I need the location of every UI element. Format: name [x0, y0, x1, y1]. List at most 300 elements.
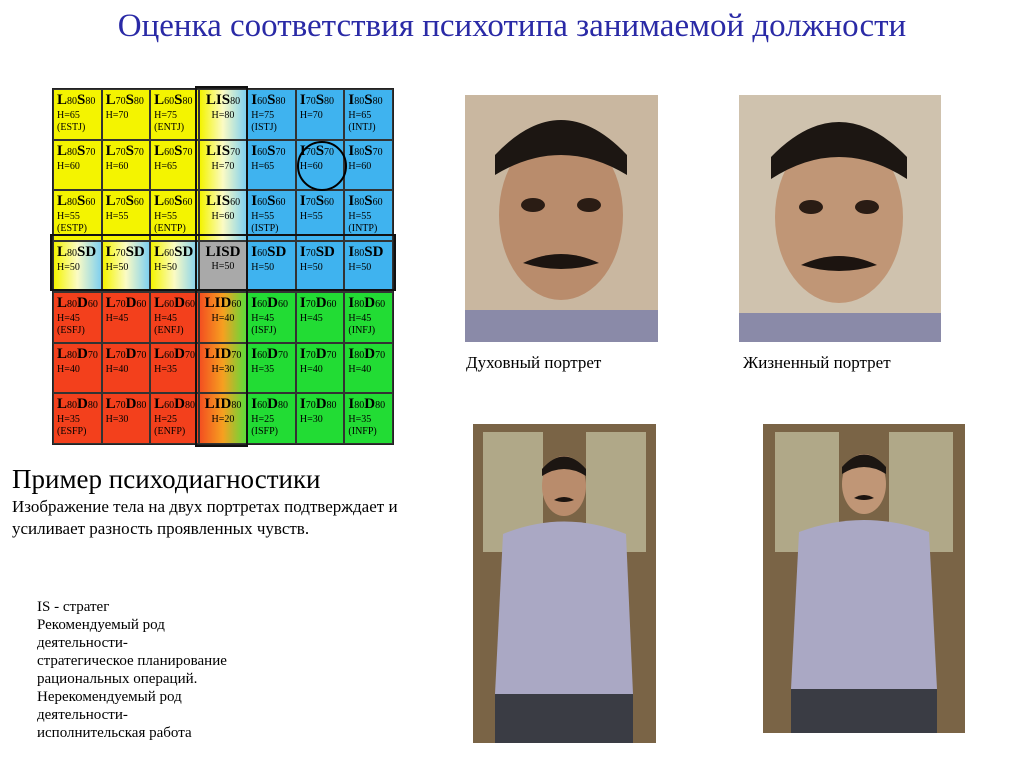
cell-h-value: H=45 [57, 312, 80, 324]
cell-code [154, 346, 195, 364]
cell-code-part: D [125, 345, 137, 362]
cell-code-part: LID [204, 294, 232, 311]
description-paragraph: Изображение тела на двух портретах подтверждает и усиливает разность проявленных чувств. [12, 497, 398, 538]
cell-code [57, 244, 98, 262]
cell-code-part: S [315, 92, 325, 108]
cell-code-part: 70 [115, 146, 126, 158]
cell-code-part: SD [267, 244, 287, 261]
cell-code-part: 70 [277, 349, 288, 361]
cell-code [203, 346, 244, 364]
cell-h-value: H=70 [299, 110, 323, 121]
note-line: Рекомендуемый род [37, 617, 165, 633]
cell-code-part: I [251, 345, 258, 362]
grid-cell [53, 393, 102, 444]
cell-code-part: 80 [133, 96, 144, 107]
grid-cell [296, 190, 345, 241]
cell-code [203, 295, 244, 313]
cell-code-part: S [174, 92, 183, 108]
grid-cell [296, 393, 345, 444]
cell-code-part: L [105, 193, 116, 210]
cell-code-part: D [125, 396, 137, 413]
cell-code [300, 244, 341, 262]
cell-code-part: S [267, 142, 276, 159]
grid-cell [247, 393, 296, 444]
grid-cell [150, 241, 199, 292]
cell-code-part: I [251, 142, 258, 159]
cell-type: (ESFP) [57, 426, 87, 438]
cell-h-value: H=75 [251, 110, 275, 121]
cell-code-part: 60 [136, 298, 147, 310]
cell-type: (ISTP) [251, 223, 279, 235]
cell-code-part: 60 [257, 400, 268, 412]
cell-code-part: L [105, 244, 116, 261]
cell-code [57, 92, 98, 110]
cell-type: (INFJ) [348, 324, 376, 336]
cell-code-part: D [315, 345, 327, 362]
grid-cell [344, 292, 393, 343]
cell-code-part: I [299, 193, 306, 210]
cell-code-part: L [105, 92, 116, 108]
cell-code-part: 70 [182, 146, 193, 158]
grid-cell [199, 292, 248, 343]
cell-h-value: H=55 [154, 211, 178, 223]
cell-h-value: H=30 [105, 414, 129, 426]
cell-code-part: LID [204, 396, 232, 413]
cell-code-part: 80 [182, 96, 193, 107]
spiritual-portrait-caption: Духовный портрет [466, 353, 602, 372]
cell-code [57, 143, 98, 161]
cell-h-value: H=50 [348, 262, 372, 274]
cell-code-part: 80 [354, 400, 365, 412]
grid-cell [296, 343, 345, 394]
cell-code-part: D [315, 294, 327, 311]
cell-h-value: H=40 [105, 363, 129, 375]
cell-h-value: H=55 [299, 211, 323, 223]
cell-code-part: 80 [67, 248, 78, 260]
cell-code-part: 80 [354, 197, 365, 209]
cell-type: (ENFP) [154, 426, 186, 438]
grid-cell [150, 89, 199, 140]
cell-code-part: I [251, 244, 258, 261]
grid-cell [53, 292, 102, 343]
cell-code [154, 295, 195, 313]
cell-code-part: 60 [164, 146, 175, 158]
cell-h-value: H=45 [299, 312, 323, 324]
cell-code-part: I [251, 294, 258, 311]
cell-code-part: I [299, 142, 306, 159]
cell-code-part: 60 [275, 197, 286, 209]
cell-code [348, 295, 389, 313]
cell-code-part: 80 [67, 146, 78, 158]
cell-code-part: I [348, 193, 355, 210]
cell-code-part: 60 [257, 197, 268, 209]
grid-cell [344, 241, 393, 292]
cell-code-part: 70 [305, 197, 316, 209]
cell-code-part: SD [315, 244, 335, 261]
cell-code [251, 295, 292, 313]
cell-code-part: 70 [275, 146, 286, 158]
cell-h-value: H=20 [211, 414, 235, 426]
cell-code [251, 92, 292, 110]
cell-code-part: 80 [67, 197, 78, 209]
cell-code-part: 80 [354, 146, 365, 158]
cell-code-part: 80 [326, 400, 337, 412]
cell-h-value: H=55 [105, 211, 129, 223]
cell-type: (ENTP) [154, 223, 186, 235]
cell-code [348, 396, 389, 414]
cell-code [300, 193, 341, 211]
cell-code-part: LISD [205, 244, 241, 261]
cell-code-part: I [348, 142, 355, 159]
cell-code [251, 346, 292, 364]
cell-code [154, 193, 195, 211]
cell-code-part: 80 [375, 400, 386, 412]
cell-code [300, 143, 341, 161]
cell-code-part: 70 [231, 349, 242, 361]
cell-code-part: 80 [67, 298, 78, 310]
cell-type: (ISFP) [251, 426, 278, 438]
grid-cell [150, 190, 199, 241]
cell-type: (ESTP) [57, 223, 87, 235]
cell-code-part: L [154, 396, 165, 413]
cell-type: (ENFJ) [154, 324, 184, 336]
grid-cell [344, 343, 393, 394]
cell-code-part: 60 [326, 298, 337, 310]
cell-code-part: I [348, 294, 355, 311]
spiritual-body-image [473, 424, 656, 743]
cell-code-part: 70 [375, 349, 386, 361]
cell-code-part: 80 [372, 96, 383, 107]
cell-code-part: D [267, 396, 278, 413]
cell-h-value: H=30 [211, 363, 235, 375]
grid-cell [247, 89, 296, 140]
cell-code-part: 70 [115, 298, 126, 310]
cell-code-part: 60 [372, 197, 383, 209]
cell-code-part: L [105, 294, 116, 311]
cell-code [57, 193, 98, 211]
cell-code-part: L [154, 142, 165, 159]
cell-h-value: H=50 [211, 261, 235, 273]
cell-code [300, 295, 341, 313]
cell-code-part: L [154, 345, 165, 362]
cell-code-part: D [267, 294, 278, 311]
cell-code-part: 60 [182, 197, 193, 209]
cell-code-part: 70 [115, 197, 126, 209]
grid-cell [150, 292, 199, 343]
grid-cell [247, 343, 296, 394]
cell-code-part: S [125, 193, 134, 210]
section-heading: Пример психодиагностики [12, 464, 321, 494]
cell-code-part: 60 [257, 146, 268, 158]
cell-code-part: SD [174, 244, 194, 261]
cell-code-part: SD [77, 244, 97, 261]
grid-cell [53, 190, 102, 241]
note-line: стратегическое планирование [37, 653, 227, 669]
cell-code-part: 70 [87, 349, 98, 361]
cell-code [106, 244, 147, 262]
grid-cell [296, 89, 345, 140]
grid-cell [102, 393, 151, 444]
cell-code-part: L [105, 142, 116, 159]
cell-h-value: H=40 [348, 363, 372, 375]
cell-code-part: 80 [275, 96, 286, 107]
grid-cell [53, 241, 102, 292]
cell-code-part: 70 [136, 349, 147, 361]
cell-code-part: L [154, 92, 165, 108]
cell-code-part: 80 [354, 96, 365, 107]
cell-h-value: H=55 [348, 211, 372, 223]
cell-code [203, 193, 244, 211]
cell-code-part: L [154, 244, 165, 261]
cell-code [106, 396, 147, 414]
cell-code-part: 70 [305, 248, 316, 260]
cell-code [251, 193, 292, 211]
cell-code [251, 143, 292, 161]
cell-code-part: 70 [305, 298, 316, 310]
grid-cell [102, 343, 151, 394]
cell-code [57, 295, 98, 313]
cell-code-part: L [57, 345, 68, 362]
note-block [37, 598, 317, 742]
cell-h-value: H=40 [211, 312, 235, 324]
cell-code-part: LIS [205, 142, 231, 159]
cell-code-part: S [364, 193, 373, 210]
grid-cell [199, 393, 248, 444]
cell-code [348, 143, 389, 161]
cell-code-part: 80 [354, 349, 365, 361]
cell-code-part: I [251, 396, 258, 413]
cell-h-value: H=25 [154, 414, 178, 426]
grid-cell [102, 140, 151, 191]
life-body-image [763, 424, 965, 733]
cell-h-value: H=25 [251, 414, 275, 426]
cell-code-part: 70 [115, 96, 126, 107]
cell-code-part: S [364, 142, 373, 159]
cell-code-part: S [315, 142, 325, 159]
grid-cell [199, 140, 248, 191]
grid-cell [53, 140, 102, 191]
cell-code-part: 70 [305, 96, 316, 107]
cell-code-part: 70 [324, 146, 335, 158]
cell-code-part: 70 [133, 146, 144, 158]
cell-code-part: D [174, 345, 185, 362]
grid-cell [296, 241, 345, 292]
note-line: исполнительская работа [37, 725, 192, 741]
cell-code-part: I [299, 396, 306, 413]
cell-code-part: I [251, 193, 258, 210]
cell-code-part: L [154, 294, 165, 311]
cell-code [300, 346, 341, 364]
cell-code-part: 80 [185, 400, 195, 412]
cell-code [57, 396, 98, 414]
note-line: деятельности- [37, 635, 128, 651]
cell-h-value: H=35 [348, 414, 372, 426]
cell-code-part: 60 [257, 298, 268, 310]
cell-code [348, 193, 389, 211]
cell-code-part: 70 [305, 146, 316, 158]
cell-code-part: 80 [85, 96, 96, 107]
grid-cell [344, 393, 393, 444]
cell-code-part: I [348, 244, 355, 261]
cell-code [203, 396, 244, 414]
cell-code-part: I [299, 92, 306, 108]
cell-code [348, 92, 389, 110]
cell-code-part: L [105, 345, 116, 362]
grid-cell [199, 190, 248, 241]
cell-h-value: H=50 [251, 262, 275, 274]
grid-cell [247, 241, 296, 292]
cell-code-part: 70 [185, 349, 195, 361]
cell-code [203, 244, 244, 261]
slide-title: Оценка соответствия психотипа занимаемой должности [117, 8, 907, 44]
cell-code-part: 70 [372, 146, 383, 158]
cell-code-part: 60 [164, 298, 175, 310]
grid-cell [53, 89, 102, 140]
cell-type: (ISFJ) [251, 324, 277, 336]
cell-h-value: H=45 [348, 312, 372, 324]
cell-h-value: H=65 [251, 160, 275, 172]
cell-code-part: I [299, 294, 306, 311]
cell-code-part: 60 [164, 349, 175, 361]
cell-code-part: S [77, 193, 86, 210]
cell-code-part: L [57, 193, 68, 210]
note-line: деятельности- [37, 707, 128, 723]
cell-code [106, 295, 147, 313]
cell-code [106, 193, 147, 211]
cell-code-part: 70 [305, 400, 316, 412]
cell-h-value: H=60 [299, 160, 323, 172]
grid-cell [296, 292, 345, 343]
cell-code-part: S [77, 142, 86, 159]
cell-code-part: D [364, 396, 376, 413]
cell-h-value: H=35 [154, 363, 178, 375]
cell-code-part: D [77, 345, 88, 362]
cell-code [300, 92, 341, 110]
cell-h-value: H=60 [105, 160, 129, 172]
cell-code-part: LIS [205, 92, 231, 108]
cell-type: (ESTJ) [57, 122, 86, 133]
cell-code-part: 60 [231, 298, 242, 310]
spiritual-portrait-image [465, 95, 658, 342]
cell-code-part: I [348, 396, 355, 413]
cell-code-part: S [315, 193, 325, 210]
cell-code-part: 60 [164, 96, 175, 107]
note-line: Нерекомендуемый род [37, 689, 182, 705]
cell-h-value: H=75 [154, 110, 178, 121]
grid-cell [150, 140, 199, 191]
cell-code [154, 92, 195, 110]
cell-code-part: S [364, 92, 373, 108]
cell-h-value: H=55 [57, 211, 80, 223]
grid-cell [247, 292, 296, 343]
cell-code-part: 60 [257, 248, 268, 260]
cell-code [300, 396, 341, 414]
cell-h-value: H=45 [105, 312, 129, 324]
cell-code [348, 346, 389, 364]
cell-code-part: I [299, 345, 306, 362]
cell-code-part: LIS [205, 193, 231, 210]
cell-h-value: H=50 [154, 262, 178, 274]
cell-code-part: 60 [375, 298, 386, 310]
cell-h-value: H=80 [211, 110, 235, 121]
cell-code-part: LID [204, 345, 232, 362]
cell-code [251, 244, 292, 262]
cell-h-value: H=55 [251, 211, 275, 223]
cell-code-part: 60 [185, 298, 195, 310]
grid-cell [102, 292, 151, 343]
cell-code-part: L [57, 294, 68, 311]
cell-code [251, 396, 292, 414]
cell-code [348, 244, 389, 262]
cell-code-part: 80 [67, 349, 78, 361]
cell-code [106, 346, 147, 364]
cell-h-value: H=65 [154, 160, 178, 172]
cell-code-part: S [125, 92, 134, 108]
cell-type: (INTJ) [348, 122, 376, 133]
cell-type: (INTP) [348, 223, 378, 235]
cell-code-part: 80 [324, 96, 335, 107]
cell-code [57, 346, 98, 364]
cell-code-part: D [174, 294, 185, 311]
cell-code-part: SD [125, 244, 145, 261]
cell-code [106, 143, 147, 161]
cell-code-part: 60 [324, 197, 335, 209]
cell-h-value: H=60 [57, 160, 80, 172]
cell-code-part: D [267, 345, 278, 362]
cell-h-value: H=30 [299, 414, 323, 426]
cell-code-part: 70 [115, 349, 126, 361]
grid-cell [102, 89, 151, 140]
cell-code-part: S [174, 142, 183, 159]
cell-code-part: 70 [85, 146, 96, 158]
cell-h-value: H=65 [348, 110, 372, 121]
cell-code-part: 60 [164, 400, 175, 412]
cell-code-part: S [77, 92, 86, 108]
cell-code [154, 396, 195, 414]
cell-code-part: D [77, 294, 88, 311]
cell-code-part: L [57, 142, 68, 159]
grid-cell [247, 190, 296, 241]
cell-code-part: SD [364, 244, 384, 261]
cell-code-part: 60 [85, 197, 96, 209]
cell-h-value: H=65 [57, 110, 80, 121]
cell-code [203, 143, 244, 161]
cell-h-value: H=50 [57, 262, 80, 274]
cell-code-part: L [154, 193, 165, 210]
cell-code-part: S [267, 193, 276, 210]
cell-h-value: H=60 [211, 211, 235, 223]
note-line: рациональных операций. [37, 671, 198, 687]
cell-code-part: D [77, 396, 88, 413]
cell-code-part: 80 [67, 96, 78, 107]
grid-cell [296, 140, 345, 191]
grid-cell [102, 190, 151, 241]
cell-code-part: 80 [136, 400, 147, 412]
cell-code-part: L [57, 244, 68, 261]
cell-h-value: H=35 [251, 363, 275, 375]
cell-code-part: L [57, 396, 68, 413]
grid-cell [199, 89, 248, 140]
cell-code-part: D [364, 345, 376, 362]
cell-code-part: 60 [277, 298, 288, 310]
cell-h-value: H=50 [105, 262, 129, 274]
grid-cell [150, 393, 199, 444]
cell-h-value: H=60 [348, 160, 372, 172]
cell-h-value: H=35 [57, 414, 80, 426]
grid-cell [53, 343, 102, 394]
cell-code [106, 92, 147, 110]
cell-code-part: L [105, 396, 116, 413]
